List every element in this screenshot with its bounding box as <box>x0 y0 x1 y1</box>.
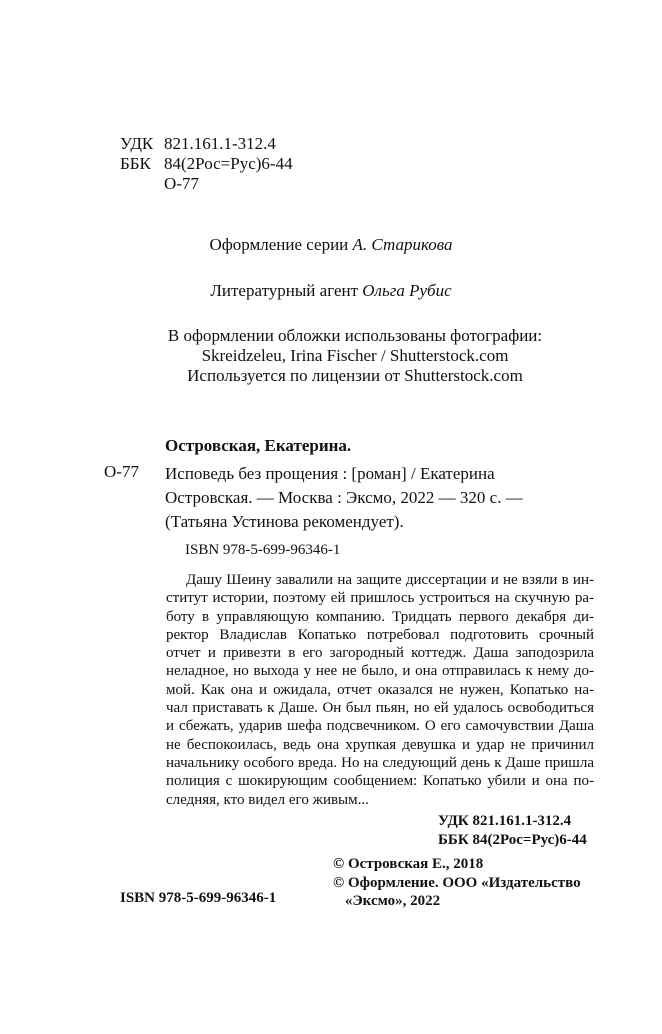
photo-credits-line-2: Skreidzeleu, Irina Fischer / Shutterstock.com <box>201 346 509 365</box>
author-heading: Островская, Екатерина. <box>165 436 352 455</box>
literary-agent-label: Литературный агент <box>210 281 359 300</box>
literary-agent-credit <box>0 281 662 301</box>
classification-codes <box>120 134 293 194</box>
annotation-line: не беспокоилась, ведь она хрупкая девушка и удар не причинил <box>166 736 594 753</box>
footer-bbk: ББК 84(2Рос=Рус)6-44 <box>438 832 587 848</box>
photo-credits-line-3: Используется по лицензии от Shutterstock.com <box>187 366 523 385</box>
annotation-line: ректор Владислав Копатько потребовал подготовить срочный <box>166 626 594 643</box>
udk-label: УДК <box>120 134 154 153</box>
annotation-line: отчет и привезти в его загородный коттедж. Даша заподозрила <box>166 645 594 662</box>
footer-codes <box>438 812 587 850</box>
annotation-line: Дашу Шеину завалили на защите диссертации и не взяли в ин- <box>186 572 594 588</box>
description-line-1: Исповедь без прощения : [роман] / Екатерина <box>165 464 495 483</box>
series-design-label: Оформление серии <box>209 235 349 254</box>
copyright-design: © Оформление. ООО «Издательство <box>333 874 581 891</box>
bbk-value: 84(2Рос=Рус)6-44 <box>164 154 293 173</box>
bbk-label: ББК <box>120 154 151 173</box>
series-design-credit <box>0 235 662 255</box>
series-design-name: А. Старикова <box>352 235 453 254</box>
literary-agent-name: Ольга Рубис <box>362 281 452 300</box>
annotation-line: боту в управляющую компанию. Тридцать первого декабря ди- <box>166 608 594 625</box>
annotation-line: следняя, кто видел его живым... <box>166 791 369 808</box>
annotation-line: начальнику особого вреда. Но на следующий день к Даше пришла <box>166 754 594 771</box>
footer-udk: УДК 821.161.1-312.4 <box>438 813 572 829</box>
annotation-line: ститут истории, поэтому ей пришлось устроиться на скучную ра- <box>166 590 594 607</box>
annotation-line: мой. Как она и ожидала, отчет оказался не нужен, Копатько на- <box>166 681 594 698</box>
author-mark: О-77 <box>164 174 199 193</box>
udk-value: 821.161.1-312.4 <box>164 134 276 153</box>
copyright-author: © Островская Е., 2018 <box>333 856 484 872</box>
bibliographic-description <box>165 462 523 534</box>
footer-isbn: ISBN 978-5-699-96346-1 <box>120 890 277 906</box>
bibliographic-mark: О-77 <box>104 462 139 481</box>
photo-credits <box>0 326 662 386</box>
annotation-line: чал приставать к Даше. Он был пьян, но ей удалось освободиться <box>166 700 594 717</box>
description-line-2: Островская. — Москва : Эксмо, 2022 — 320 с. — <box>165 488 523 507</box>
bbk-line <box>120 154 293 174</box>
copyright-block <box>333 855 581 911</box>
author-mark-line <box>120 174 293 194</box>
copyright-publisher: «Эксмо», 2022 <box>345 893 441 909</box>
udk-line <box>120 134 293 154</box>
annotation <box>166 571 594 809</box>
bibliographic-isbn: ISBN 978-5-699-96346-1 <box>185 542 341 558</box>
annotation-line: неладное, но выхода у нее не было, и она отправилась к нему до- <box>166 663 594 680</box>
description-line-3: (Татьяна Устинова рекомендует). <box>165 512 404 531</box>
annotation-line: и сбежать, ударив шефа подсвечником. О его самочувствии Даша <box>166 718 594 735</box>
annotation-line: полиция с шокирующим сообщением: Копатько убили и она по- <box>166 773 594 790</box>
photo-credits-line-1: В оформлении обложки использованы фотографии: <box>167 326 543 345</box>
